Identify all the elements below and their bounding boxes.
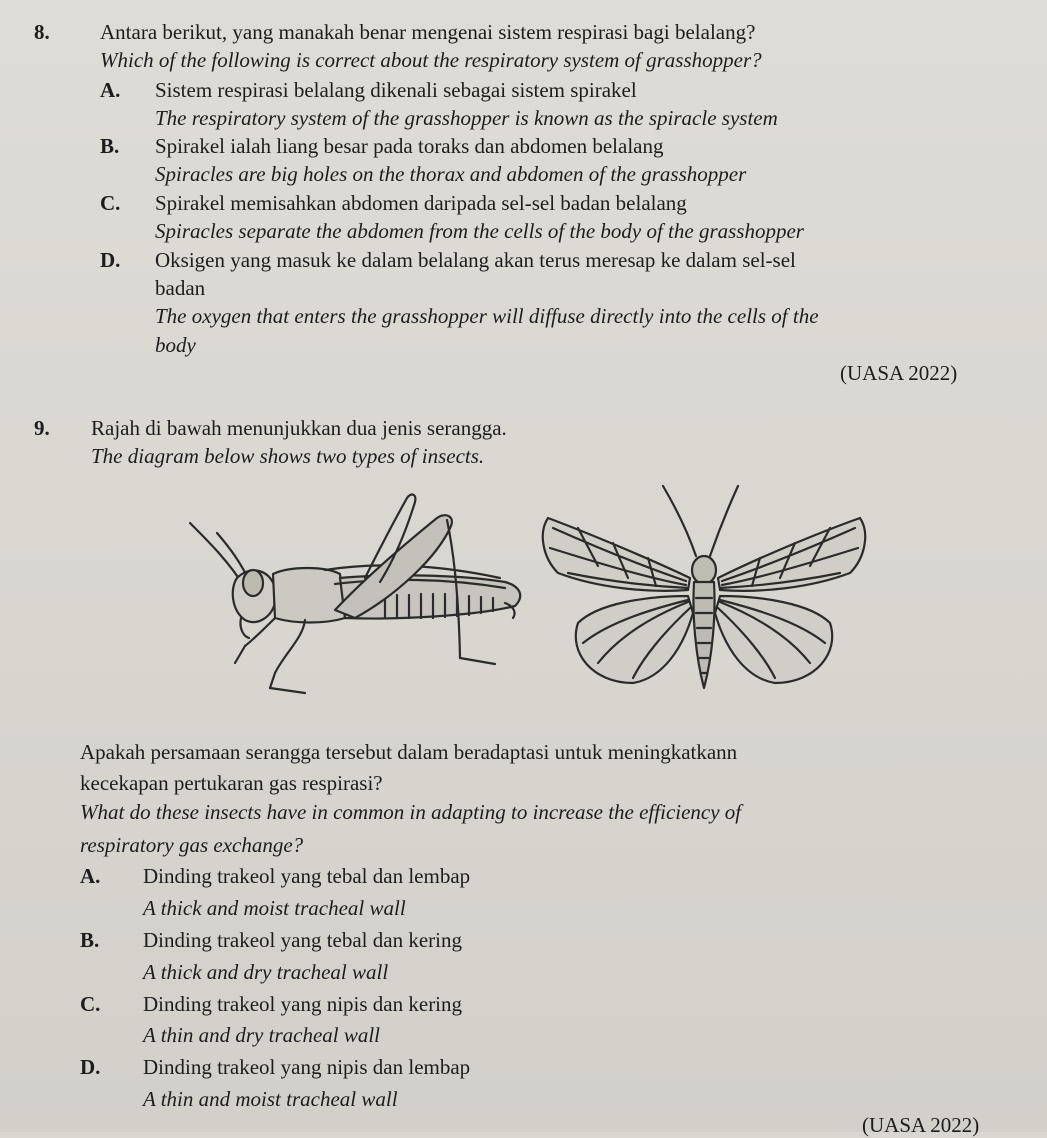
q9-question-ms-line1: Apakah persamaan serangga tersebut dalam beradaptasi untuk meningkatkann bbox=[80, 740, 738, 764]
q9-option-c-en: A thin and dry tracheal wall bbox=[143, 1023, 381, 1047]
q8-option-d-en-line2: body bbox=[155, 333, 196, 357]
q9-option-d-ms: Dinding trakeol yang nipis dan lembap bbox=[143, 1055, 471, 1079]
q8-option-a-ms: Sistem respirasi belalang dikenali sebagai sistem spirakel bbox=[155, 78, 637, 102]
q9-question-en-line1: What do these insects have in common in adapting to increase the efficiency of bbox=[80, 800, 742, 824]
q9-option-b-en: A thick and dry tracheal wall bbox=[143, 960, 389, 984]
q9-option-d-en: A thin and moist tracheal wall bbox=[143, 1087, 398, 1111]
q8-option-b-ms: Spirakel ialah liang besar pada toraks dan abdomen belalang bbox=[155, 134, 664, 158]
q8-stem-ms: Antara berikut, yang manakah benar mengenai sistem respirasi bagi belalang? bbox=[100, 20, 756, 44]
q8-option-c-ms: Spirakel memisahkan abdomen daripada sel-sel badan belalang bbox=[155, 191, 687, 215]
q9-question-en-line2: respiratory gas exchange? bbox=[80, 833, 304, 857]
q9-option-b-ms: Dinding trakeol yang tebal dan kering bbox=[143, 928, 462, 952]
q8-stem-en: Which of the following is correct about the respiratory system of grasshopper? bbox=[100, 48, 762, 72]
q8-option-d-letter: D. bbox=[100, 248, 121, 272]
q8-option-a-letter: A. bbox=[100, 78, 121, 102]
q9-source: (UASA 2022) bbox=[862, 1113, 980, 1137]
q9-option-a-en: A thick and moist tracheal wall bbox=[143, 896, 406, 920]
butterfly-diagram bbox=[538, 478, 870, 698]
q8-number: 8. bbox=[34, 20, 50, 44]
q9-stem-en: The diagram below shows two types of insects. bbox=[91, 444, 485, 468]
q8-option-b-letter: B. bbox=[100, 134, 120, 158]
grasshopper-diagram bbox=[175, 478, 535, 698]
q9-option-a-letter: A. bbox=[80, 864, 101, 888]
q9-number: 9. bbox=[34, 416, 50, 440]
q9-option-d-letter: D. bbox=[80, 1055, 101, 1079]
q8-source: (UASA 2022) bbox=[840, 361, 958, 385]
q9-stem-ms: Rajah di bawah menunjukkan dua jenis serangga. bbox=[91, 416, 507, 440]
q8-option-b-en: Spiracles are big holes on the thorax and abdomen of the grasshopper bbox=[155, 162, 747, 186]
q9-option-c-ms: Dinding trakeol yang nipis dan kering bbox=[143, 992, 463, 1016]
q9-question-ms-line2: kecekapan pertukaran gas respirasi? bbox=[80, 771, 383, 795]
q8-option-d-en-line1: The oxygen that enters the grasshopper will diffuse directly into the cells of the bbox=[155, 304, 819, 328]
q8-option-d-ms-line2: badan bbox=[155, 276, 206, 300]
q9-option-b-letter: B. bbox=[80, 928, 100, 952]
q9-option-c-letter: C. bbox=[80, 992, 101, 1016]
q8-option-c-letter: C. bbox=[100, 191, 121, 215]
q8-option-d-ms-line1: Oksigen yang masuk ke dalam belalang akan terus meresap ke dalam sel-sel bbox=[155, 248, 796, 272]
q9-option-a-ms: Dinding trakeol yang tebal dan lembap bbox=[143, 864, 471, 888]
q8-option-c-en: Spiracles separate the abdomen from the cells of the body of the grasshopper bbox=[155, 219, 804, 243]
q8-option-a-en: The respiratory system of the grasshopper is known as the spiracle system bbox=[155, 106, 778, 130]
